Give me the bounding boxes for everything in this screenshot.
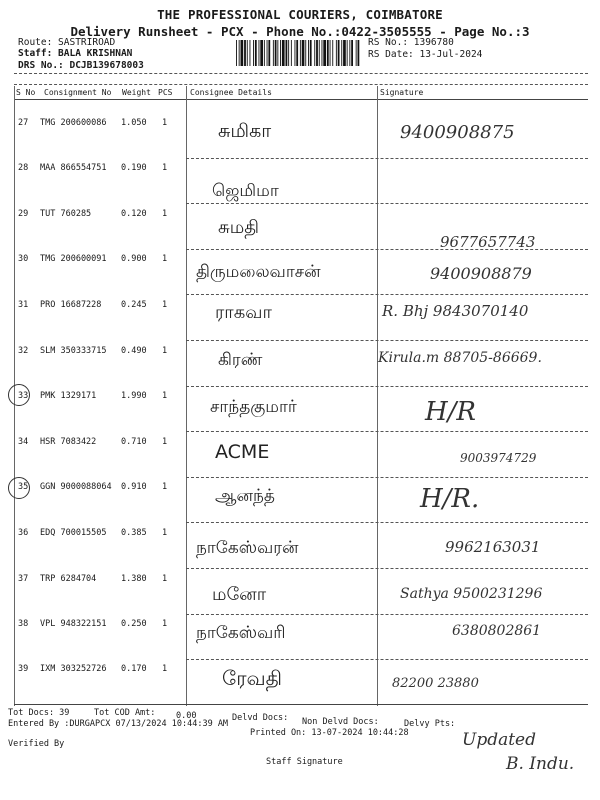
column-rule (377, 86, 378, 706)
row-consignment-number: IXM 303252726 (40, 664, 107, 674)
row-weight: 0.245 (121, 300, 147, 310)
row-consignee-handwritten: சாந்தகுமார் (210, 397, 297, 417)
col-header-pcs: PCS (158, 88, 173, 97)
row-weight: 0.250 (121, 619, 147, 629)
updated-by-signature: B. Indu. (506, 754, 575, 774)
row-pieces: 1 (162, 482, 168, 492)
barcode-bar (244, 40, 246, 66)
row-pieces: 1 (162, 346, 168, 356)
barcode-bar (341, 40, 342, 66)
row-weight: 0.710 (121, 437, 147, 447)
row-divider (186, 158, 588, 159)
row-divider (186, 522, 588, 523)
row-signature: 9003974729 (460, 451, 537, 465)
row-consignment-number: TUT 760285 (40, 209, 92, 219)
entered-by: Entered By :DURGAPCX 07/13/2024 10:44:39 AM (8, 719, 229, 729)
barcode-bar (291, 40, 292, 66)
barcode-bar (316, 40, 318, 66)
barcode-bar (302, 40, 305, 66)
row-serial-number: 31 (18, 300, 29, 310)
row-consignee-handwritten: ஜெமிமா (212, 181, 279, 201)
delivered-docs-label: Delvd Docs: (232, 713, 289, 723)
barcode-bar (273, 40, 274, 66)
row-consignee-handwritten: நாகேஸ்வரன் (196, 538, 299, 558)
barcode-bar (280, 40, 281, 66)
non-delivered-docs-label: Non Delvd Docs: (302, 717, 379, 727)
row-consignment-number: VPL 948322151 (40, 619, 107, 629)
barcode-bar (241, 40, 244, 66)
barcode-bar (259, 40, 260, 66)
row-consignee-handwritten: திருமலைவாசன் (196, 262, 321, 282)
row-consignment-number: PMK 1329171 (40, 391, 97, 401)
row-weight: 0.120 (121, 209, 147, 219)
row-pieces: 1 (162, 300, 168, 310)
row-weight: 0.170 (121, 664, 147, 674)
row-consignee-handwritten: நாகேஸ்வரி (196, 623, 286, 643)
barcode-bar (332, 40, 333, 66)
barcode-bar (300, 40, 301, 66)
row-serial-number: 28 (18, 163, 29, 173)
row-pieces: 1 (162, 391, 168, 401)
row-divider (186, 431, 588, 432)
row-serial-number: 35 (18, 482, 29, 492)
rs-number: RS No.: 1396780 (368, 37, 454, 48)
row-consignee-handwritten: ACME (215, 441, 270, 463)
row-consignment-number: TMG 200600091 (40, 254, 107, 264)
row-pieces: 1 (162, 209, 168, 219)
row-signature: 9400908879 (430, 264, 532, 283)
barcode-bar (351, 40, 353, 66)
row-consignee-handwritten: ரேவதி (222, 666, 283, 690)
circle-mark (8, 384, 30, 406)
staff-signature-label: Staff Signature (266, 757, 343, 767)
row-divider (186, 568, 588, 569)
total-cod-label: Tot COD Amt: (94, 708, 156, 718)
barcode-bar (310, 40, 312, 66)
barcode-bar (250, 40, 251, 66)
barcode-bar (319, 40, 320, 66)
row-signature: H/R (425, 397, 477, 427)
row-serial-number: 33 (18, 391, 29, 401)
col-header-weight: Weight (122, 88, 151, 97)
rs-date: RS Date: 13-Jul-2024 (368, 49, 483, 60)
divider (14, 84, 588, 85)
row-serial-number: 30 (18, 254, 29, 264)
barcode-bar (288, 40, 289, 66)
row-serial-number: 27 (18, 118, 29, 128)
row-consignment-number: PRO 16687228 (40, 300, 102, 310)
row-pieces: 1 (162, 528, 168, 538)
row-consignee-handwritten: ராகவா (215, 302, 272, 323)
row-pieces: 1 (162, 664, 168, 674)
barcode-bar (255, 40, 257, 66)
barcode-bar (349, 40, 350, 66)
barcode-bar (275, 40, 277, 66)
barcode-bar (323, 40, 326, 66)
barcode-bar (260, 40, 263, 66)
row-divider (186, 614, 588, 615)
circle-mark (8, 477, 30, 499)
header-rule (14, 99, 588, 100)
divider (14, 73, 588, 74)
barcode-bar (277, 40, 278, 66)
row-signature: R. Bhj 9843070140 (382, 302, 529, 320)
row-weight: 0.385 (121, 528, 147, 538)
col-header-consignee: Consignee Details (190, 88, 272, 97)
row-pieces: 1 (162, 574, 168, 584)
row-consignment-number: TRP 6284704 (40, 574, 97, 584)
row-pieces: 1 (162, 118, 168, 128)
col-header-sno: S No (16, 88, 36, 97)
row-serial-number: 34 (18, 437, 29, 447)
route-label: Route: SASTRIROAD (18, 37, 116, 48)
row-divider (186, 340, 588, 341)
row-consignment-number: GGN 9000088064 (40, 482, 112, 492)
runsheet-subtitle: Delivery Runsheet - PCX - Phone No.:0422-3505555 - Page No.:3 (70, 24, 530, 39)
row-signature: Kirula.m 88705-86669. (378, 350, 542, 366)
row-consignment-number: EDQ 700015505 (40, 528, 107, 538)
updated-note: Updated (462, 730, 537, 750)
col-header-consignment: Consignment No (44, 88, 112, 97)
row-weight: 1.050 (121, 118, 147, 128)
row-pieces: 1 (162, 437, 168, 447)
barcode-bar (338, 40, 340, 66)
row-serial-number: 29 (18, 209, 29, 219)
row-signature: 82200 23880 (392, 676, 479, 691)
row-signature: 6380802861 (452, 623, 542, 639)
column-rule (186, 86, 187, 706)
row-serial-number: 38 (18, 619, 29, 629)
row-consignee-handwritten: மனோ (212, 584, 267, 605)
barcode-bar (314, 40, 315, 66)
row-serial-number: 39 (18, 664, 29, 674)
row-weight: 0.900 (121, 254, 147, 264)
row-signature: 9400908875 (400, 122, 515, 143)
drs-number: DRS No.: DCJB139678003 (18, 60, 144, 71)
barcode-bar (282, 40, 285, 66)
row-consignee-handwritten: ஆனந்த் (215, 486, 275, 506)
row-weight: 1.990 (121, 391, 147, 401)
row-consignment-number: MAA 866554751 (40, 163, 107, 173)
barcode-bar (267, 40, 268, 66)
row-weight: 1.380 (121, 574, 147, 584)
row-divider (186, 386, 588, 387)
row-signature: 9962163031 (445, 538, 541, 556)
row-weight: 0.190 (121, 163, 147, 173)
row-divider (186, 203, 588, 204)
row-serial-number: 32 (18, 346, 29, 356)
footer-rule (14, 704, 588, 705)
row-serial-number: 36 (18, 528, 29, 538)
row-signature: H/R. (420, 484, 480, 514)
barcode-bar (358, 40, 360, 66)
row-consignee-handwritten: கிரண் (218, 350, 263, 370)
row-pieces: 1 (162, 163, 168, 173)
row-weight: 0.490 (121, 346, 147, 356)
barcode-bar (327, 40, 329, 66)
barcode (236, 40, 362, 66)
barcode-bar (295, 40, 296, 66)
printed-on: Printed On: 13-07-2024 10:44:28 (250, 728, 409, 738)
row-divider (186, 659, 588, 660)
barcode-bar (264, 40, 265, 66)
barcode-bar (236, 40, 237, 66)
row-consignment-number: SLM 350333715 (40, 346, 107, 356)
barcode-bar (239, 40, 240, 66)
col-header-signature: Signature (380, 88, 424, 97)
row-divider (186, 249, 588, 250)
barcode-bar (253, 40, 254, 66)
row-signature: Sathya 9500231296 (400, 586, 543, 602)
row-consignee-handwritten: சுமிகா (218, 120, 272, 142)
barcode-bar (305, 40, 306, 66)
total-docs: Tot Docs: 39 (8, 708, 70, 718)
barcode-bar (322, 40, 323, 66)
row-signature: 9677657743 (440, 233, 536, 251)
row-divider (186, 477, 588, 478)
barcode-bar (330, 40, 331, 66)
row-serial-number: 37 (18, 574, 29, 584)
runsheet-company-title: THE PROFESSIONAL COURIERS, COIMBATORE (157, 7, 443, 22)
barcode-bar (247, 40, 248, 66)
barcode-bar (268, 40, 270, 66)
barcode-bar (347, 40, 348, 66)
staff-label: Staff: BALA KRISHNAN (18, 48, 133, 59)
barcode-bar (336, 40, 337, 66)
delivery-points-label: Delvy Pts: (404, 719, 456, 729)
barcode-bar (296, 40, 298, 66)
row-pieces: 1 (162, 619, 168, 629)
row-pieces: 1 (162, 254, 168, 264)
total-cod-value: 0.00 (176, 711, 197, 721)
barcode-bar (286, 40, 288, 66)
barcode-bar (308, 40, 309, 66)
row-consignee-handwritten: சுமதி (218, 217, 259, 238)
row-consignment-number: HSR 7083422 (40, 437, 97, 447)
row-divider (186, 294, 588, 295)
barcode-bar (343, 40, 346, 66)
row-consignment-number: TMG 200600086 (40, 118, 107, 128)
verified-by-label: Verified By (8, 739, 65, 749)
row-weight: 0.910 (121, 482, 147, 492)
barcode-bar (356, 40, 357, 66)
